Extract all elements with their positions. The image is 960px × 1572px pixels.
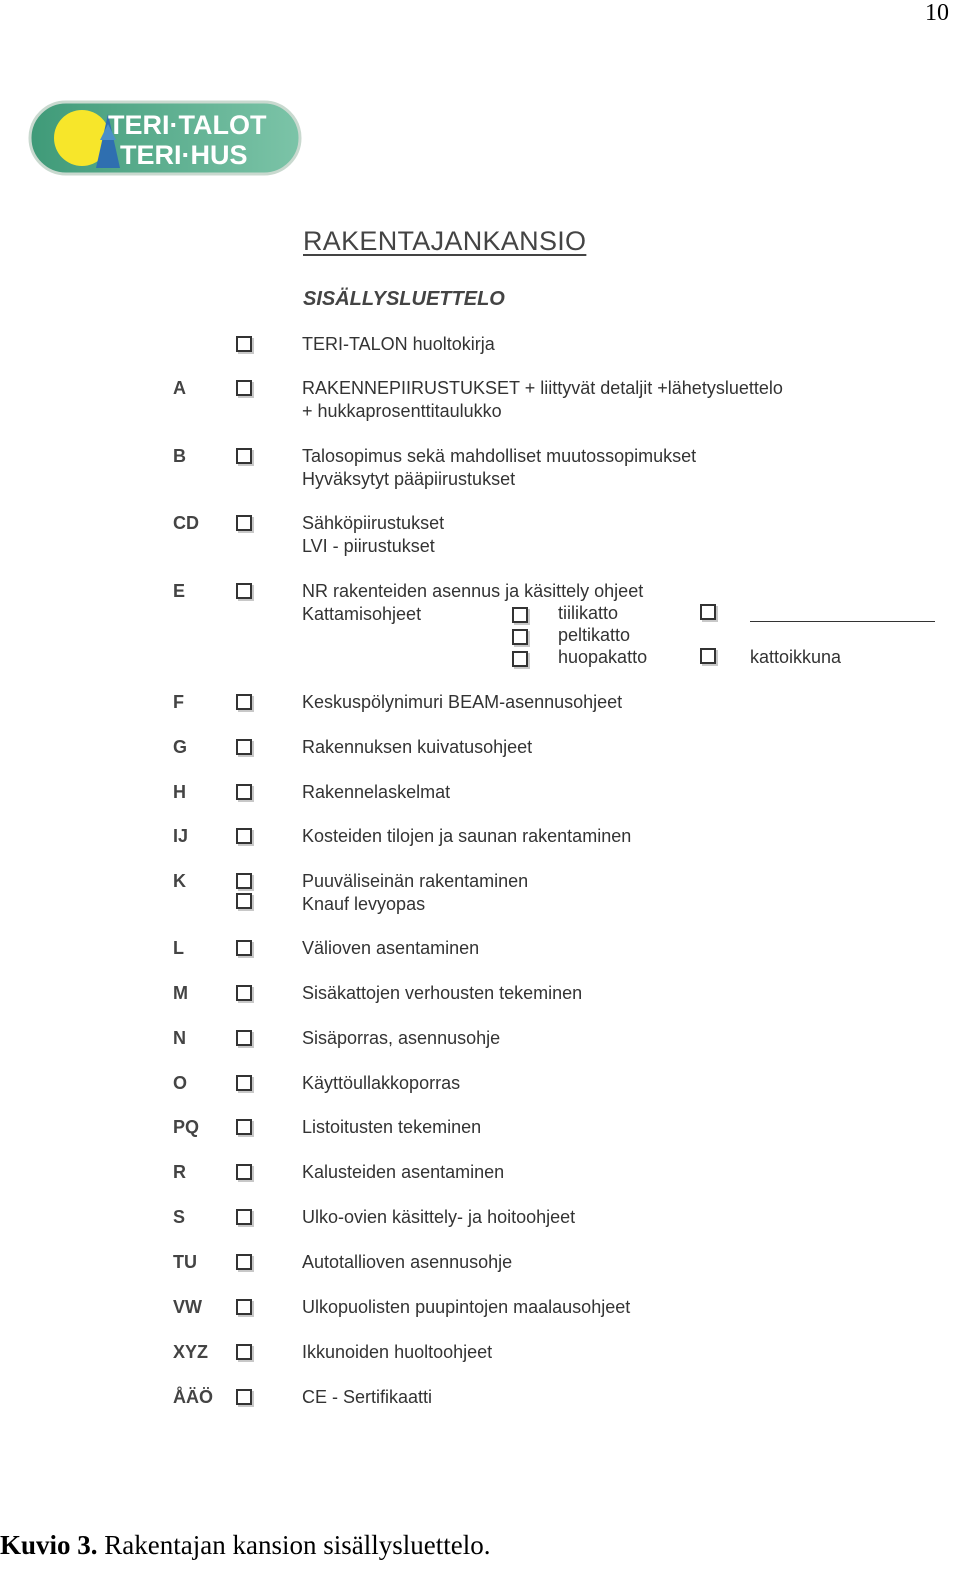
toc-item-text: Hyväksytyt pääpiirustukset — [302, 469, 516, 489]
toc-section-letter: IJ — [173, 826, 189, 846]
toc-checkbox[interactable] — [236, 583, 252, 599]
toc-item-text: Ulko-ovien käsittely- ja hoitoohjeet — [302, 1207, 576, 1227]
toc-item-text: Sähköpiirustukset — [302, 513, 445, 533]
toc-checkbox[interactable] — [236, 694, 252, 710]
huopakatto-checkbox[interactable] — [512, 651, 528, 667]
toc-checkbox[interactable] — [236, 1119, 252, 1135]
toc-item-text: Ikkunoiden huoltoohjeet — [302, 1342, 493, 1362]
toc-item-text: LVI - piirustukset — [302, 536, 435, 556]
toc-item-text: Sisäporras, asennusohje — [302, 1028, 501, 1048]
toc-checkbox[interactable] — [236, 873, 252, 889]
toc-item-text: Ulkopuolisten puupintojen maalausohjeet — [302, 1297, 631, 1317]
toc-checkbox[interactable] — [236, 1075, 252, 1091]
toc-section-letter: M — [173, 983, 188, 1003]
toc-section-letter: O — [173, 1073, 188, 1093]
toc-checkbox[interactable] — [236, 1344, 252, 1360]
toc-section-letter: S — [173, 1207, 186, 1227]
toc-item-text: Rakennuksen kuivatusohjeet — [302, 737, 533, 757]
logo-line2: TERI·HUS — [120, 140, 248, 170]
toc-section-letter: A — [173, 378, 186, 398]
document-subtitle: SISÄLLYSLUETTELO — [303, 288, 505, 310]
toc-item-text: Kosteiden tilojen ja saunan rakentaminen — [302, 826, 632, 846]
toc-checkbox[interactable] — [236, 828, 252, 844]
toc-checkbox[interactable] — [236, 1030, 252, 1046]
toc-item-text: Keskuspölynimuri BEAM-asennusohjeet — [302, 692, 623, 712]
toc-item-text: NR rakenteiden asennus ja käsittely ohjeet — [302, 581, 644, 601]
toc-item-text: Puuväliseinän rakentaminen — [302, 871, 529, 891]
tiilikatto-label: tiilikatto — [558, 603, 619, 623]
toc-checkbox[interactable] — [236, 1254, 252, 1270]
logo-line1: TERI·TALOT — [108, 110, 267, 140]
blank-fill-line — [750, 621, 935, 622]
toc-section-letter: N — [173, 1028, 186, 1048]
toc-checkbox[interactable] — [236, 1164, 252, 1180]
toc-checkbox[interactable] — [236, 515, 252, 531]
toc-item-text: Kalusteiden asentaminen — [302, 1162, 505, 1182]
toc-section-letter: TU — [173, 1252, 197, 1272]
tiilikatto-checkbox[interactable] — [512, 607, 528, 623]
document-title: RAKENTAJANKANSIO — [303, 226, 587, 256]
toc-checkbox[interactable] — [236, 1209, 252, 1225]
toc-item-text: RAKENNEPIIRUSTUKSET + liittyvät detaljit +lähetysluettelo — [302, 378, 783, 398]
toc-checkbox[interactable] — [236, 784, 252, 800]
huopakatto-label: huopakatto — [558, 647, 648, 667]
toc-section-letter: H — [173, 782, 186, 802]
toc-item-text: CE - Sertifikaatti — [302, 1387, 433, 1407]
toc-checkbox[interactable] — [236, 985, 252, 1001]
toc-section-letter: PQ — [173, 1117, 200, 1137]
toc-section-letter: XYZ — [173, 1342, 209, 1362]
toc-section-letter: B — [173, 446, 186, 466]
toc-item-text: Sisäkattojen verhousten tekeminen — [302, 983, 583, 1003]
teri-talot-logo — [28, 100, 302, 176]
custom-roof-checkbox[interactable] — [700, 604, 716, 620]
toc-section-letter: E — [173, 581, 186, 601]
toc-checkbox[interactable] — [236, 739, 252, 755]
toc-item-text: Talosopimus sekä mahdolliset muutossopimukset — [302, 446, 697, 466]
toc-section-letter: R — [173, 1162, 186, 1182]
toc-item-text: Listoitusten tekeminen — [302, 1117, 482, 1137]
toc-item-text: Knauf levyopas — [302, 894, 426, 914]
kattoikkuna-label: kattoikkuna — [750, 647, 842, 667]
toc-section-letter: G — [173, 737, 188, 757]
kattoikkuna-checkbox[interactable] — [700, 648, 716, 664]
figure-caption — [0, 1530, 490, 1561]
toc-section-letter: K — [173, 871, 186, 891]
peltikatto-label: peltikatto — [558, 625, 631, 645]
toc-checkbox[interactable] — [236, 1389, 252, 1405]
toc-checkbox[interactable] — [236, 940, 252, 956]
toc-checkbox[interactable] — [236, 1299, 252, 1315]
toc-checkbox[interactable] — [236, 336, 252, 352]
peltikatto-checkbox[interactable] — [512, 629, 528, 645]
toc-section-letter: L — [173, 938, 184, 958]
toc-item-text: TERI-TALON huoltokirja — [302, 334, 495, 354]
toc-checkbox[interactable] — [236, 448, 252, 464]
toc-checkbox[interactable] — [236, 380, 252, 396]
toc-section-letter: F — [173, 692, 184, 712]
toc-section-letter: CD — [173, 513, 199, 533]
toc-checkbox-secondary[interactable] — [236, 893, 252, 909]
toc-item-text: Käyttöullakkoporras — [302, 1073, 461, 1093]
toc-section-letter: VW — [173, 1297, 202, 1317]
toc-item-text: + hukkaprosenttitaulukko — [302, 401, 502, 421]
caption-text: Rakentajan kansion sisällysluettelo. — [97, 1530, 491, 1560]
toc-item-text: Autotallioven asennusohje — [302, 1252, 513, 1272]
caption-label: Kuvio 3. — [0, 1530, 98, 1560]
toc-item-text: Kattamisohjeet — [302, 604, 422, 624]
toc-item-text: Välioven asentaminen — [302, 938, 480, 958]
page-number: 10 — [925, 0, 949, 26]
toc-section-letter: ÅÄÖ — [173, 1387, 213, 1407]
toc-item-text: Rakennelaskelmat — [302, 782, 451, 802]
